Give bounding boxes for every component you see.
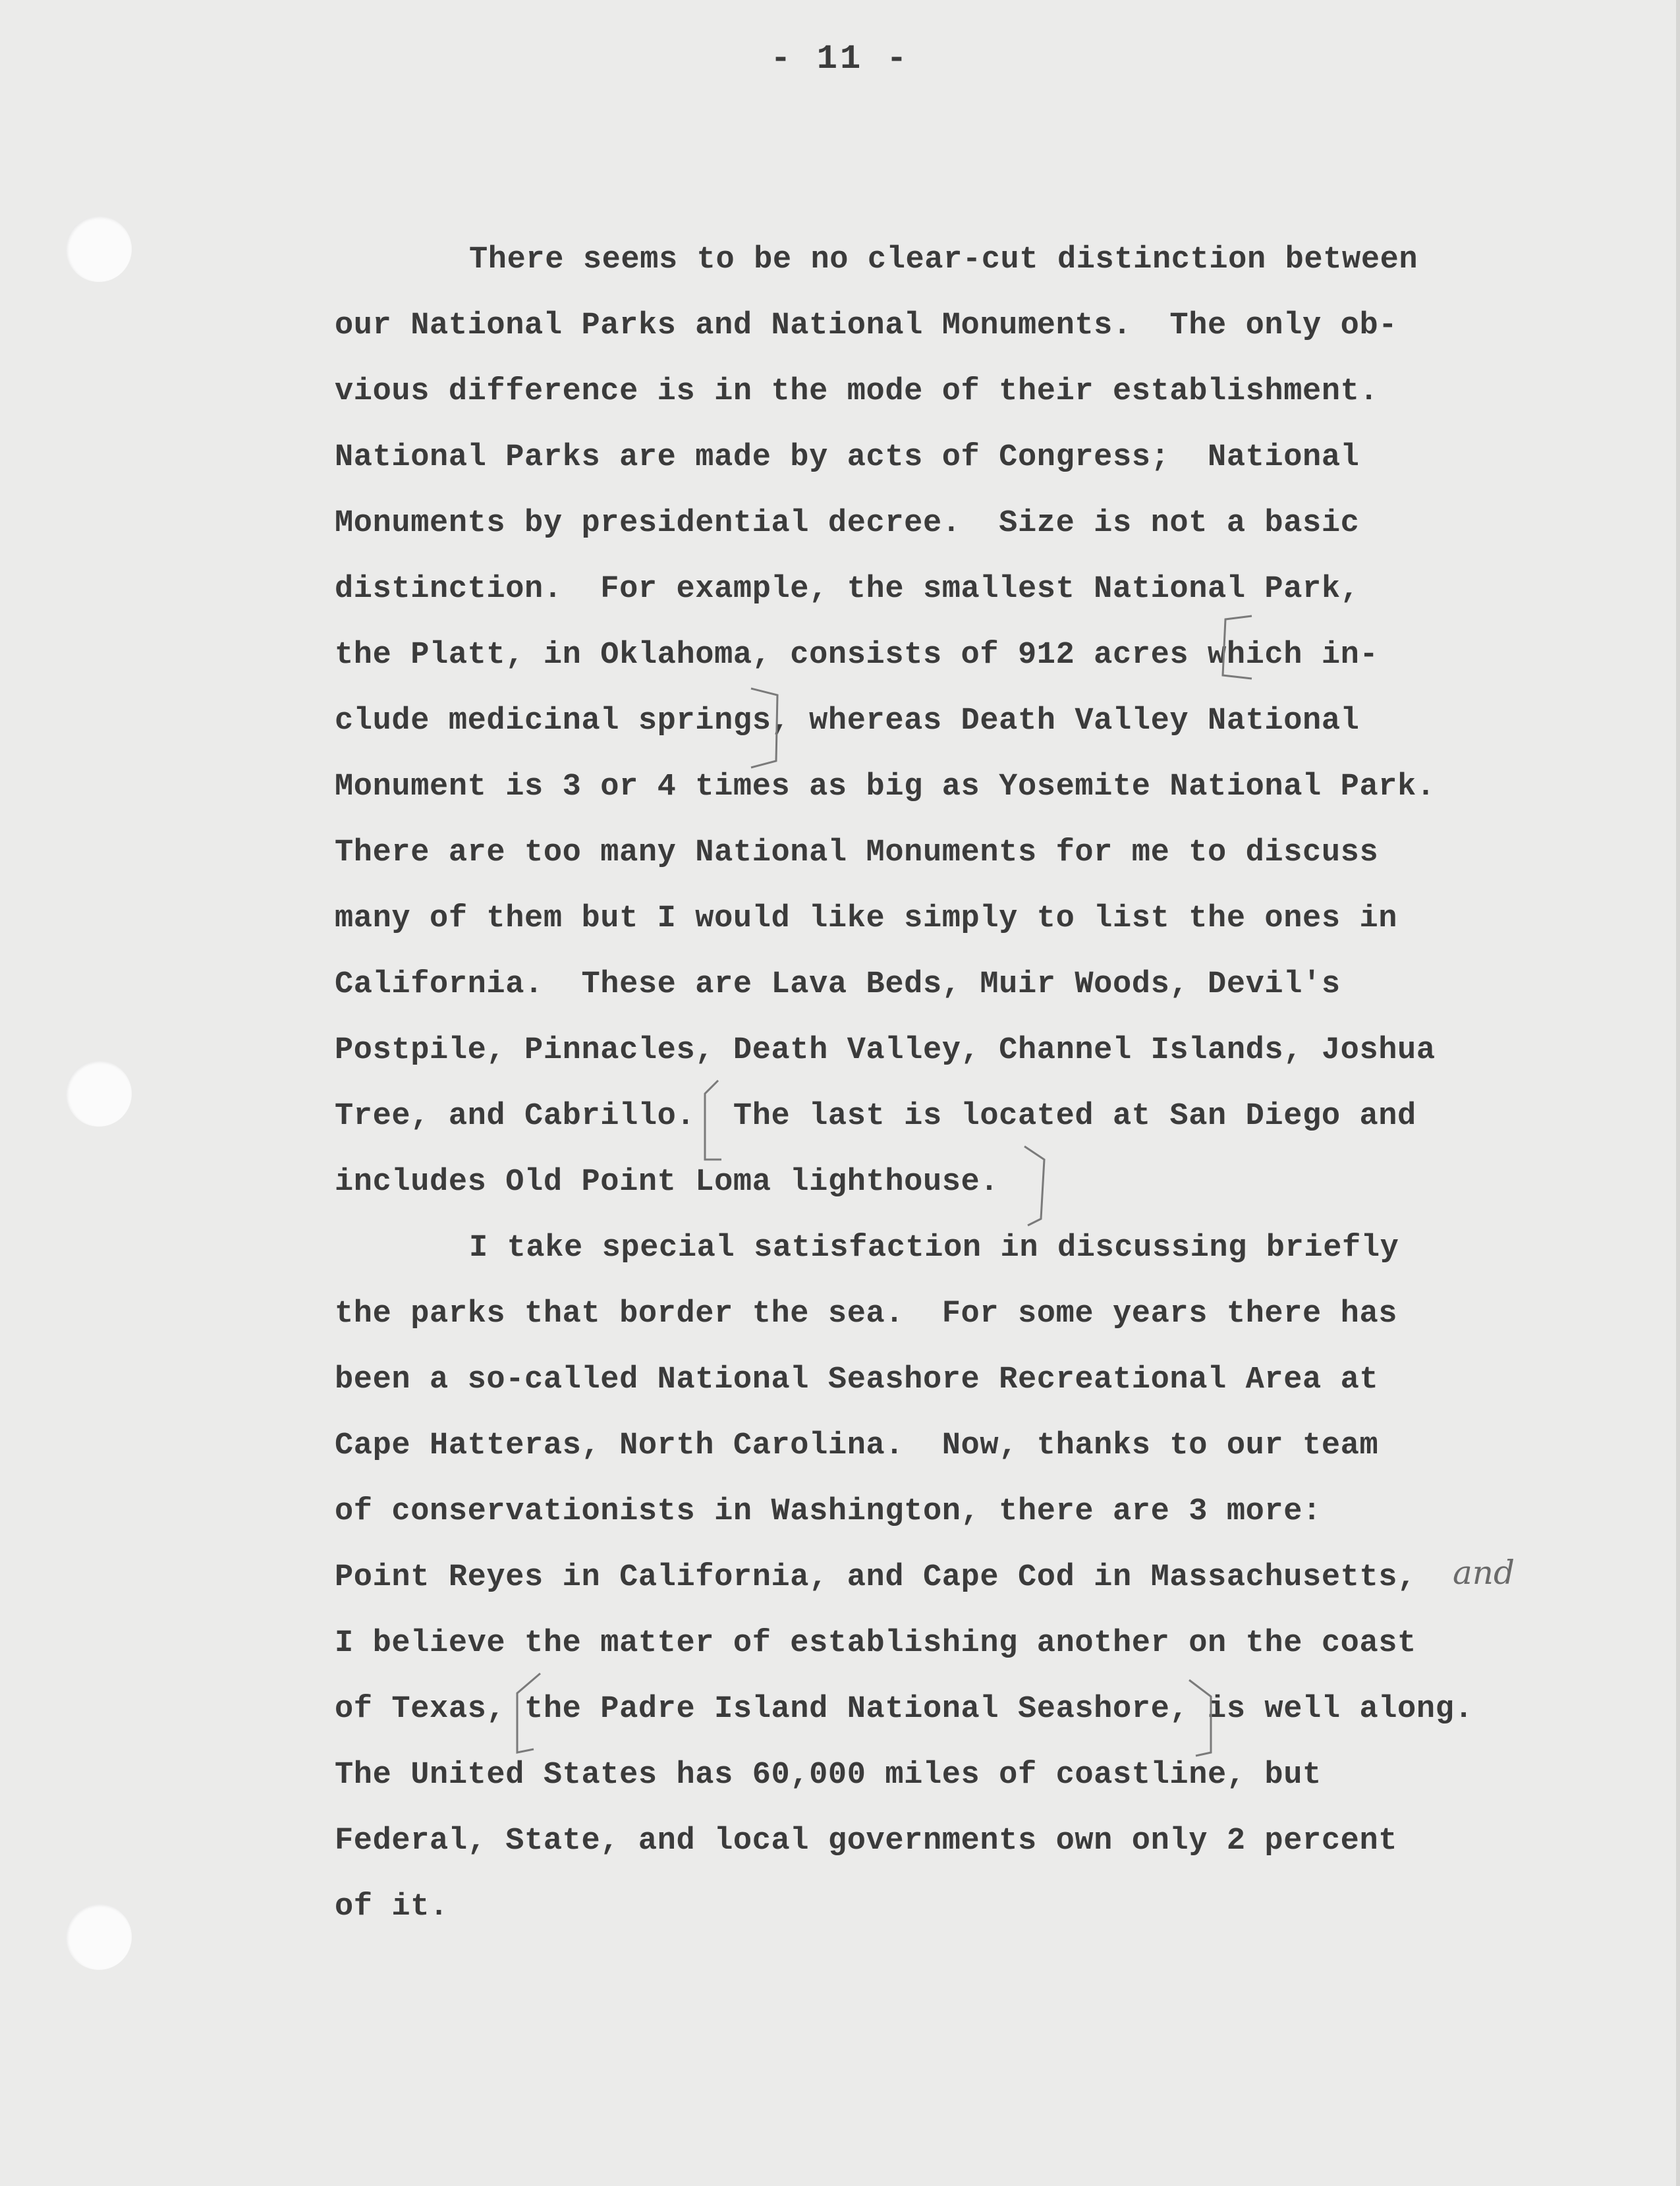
paragraph-1-line: includes Old Point Loma lighthouse. bbox=[335, 1165, 999, 1200]
paragraph-2-line: I believe the matter of establishing another on the coast bbox=[335, 1626, 1416, 1661]
paragraph-2-line: of conservationists in Washington, there are 3 more: bbox=[335, 1494, 1322, 1529]
punch-hole-middle bbox=[66, 1061, 132, 1127]
paragraph-2-line: Point Reyes in California, and Cape Cod in Massachusetts, bbox=[335, 1560, 1416, 1595]
paragraph-1-line: There seems to be no clear-cut distinction between bbox=[469, 242, 1418, 277]
paragraph-2-line: The United States has 60,000 miles of coastline, but bbox=[335, 1758, 1322, 1793]
paragraph-2-line: of Texas, the Padre Island National Seashore, is well along. bbox=[335, 1692, 1474, 1727]
paragraph-2-line: Federal, State, and local governments own only 2 percent bbox=[335, 1824, 1398, 1859]
bracket-mark bbox=[1024, 1146, 1044, 1225]
paragraph-1-line: Tree, and Cabrillo. The last is located at San Diego and bbox=[335, 1099, 1416, 1134]
paragraph-1-line: California. These are Lava Beds, Muir Woods, Devil's bbox=[335, 967, 1341, 1002]
paragraph-1-line: the Platt, in Oklahoma, consists of 912 acres which in- bbox=[335, 638, 1379, 673]
page-edge bbox=[1676, 0, 1680, 2186]
paragraph-1-line: Monuments by presidential decree. Size is not a basic bbox=[335, 506, 1360, 541]
paragraph-2-line: been a so-called National Seashore Recreational Area at bbox=[335, 1362, 1379, 1397]
punch-hole-top bbox=[66, 216, 132, 282]
paragraph-1-line: our National Parks and National Monuments. The only ob- bbox=[335, 308, 1398, 343]
punch-hole-bottom bbox=[66, 1904, 132, 1970]
paragraph-1-line: There are too many National Monuments for me to discuss bbox=[335, 835, 1379, 870]
paragraph-1-line: National Parks are made by acts of Congress; National bbox=[335, 440, 1360, 475]
paragraph-1-line: Monument is 3 or 4 times as big as Yosemite National Park. bbox=[335, 770, 1436, 804]
paragraph-1-line: vious difference is in the mode of their establishment. bbox=[335, 374, 1379, 409]
paragraph-2-line: of it. bbox=[335, 1890, 449, 1924]
paragraph-2-line: the parks that border the sea. For some years there has bbox=[335, 1297, 1398, 1331]
paragraph-2-line: I take special satisfaction in discussing briefly bbox=[469, 1231, 1399, 1266]
paragraph-1-line: many of them but I would like simply to list the ones in bbox=[335, 901, 1398, 936]
paragraph-2-line: Cape Hatteras, North Carolina. Now, thanks to our team bbox=[335, 1428, 1379, 1463]
paragraph-1-line: Postpile, Pinnacles, Death Valley, Channel Islands, Joshua bbox=[335, 1033, 1436, 1068]
page-number: - 11 - bbox=[770, 40, 910, 78]
paragraph-1-line: distinction. For example, the smallest National Park, bbox=[335, 572, 1360, 607]
handwritten-insertion: and bbox=[1453, 1554, 1515, 1592]
paragraph-1-line: clude medicinal springs, whereas Death Valley National bbox=[335, 704, 1360, 739]
